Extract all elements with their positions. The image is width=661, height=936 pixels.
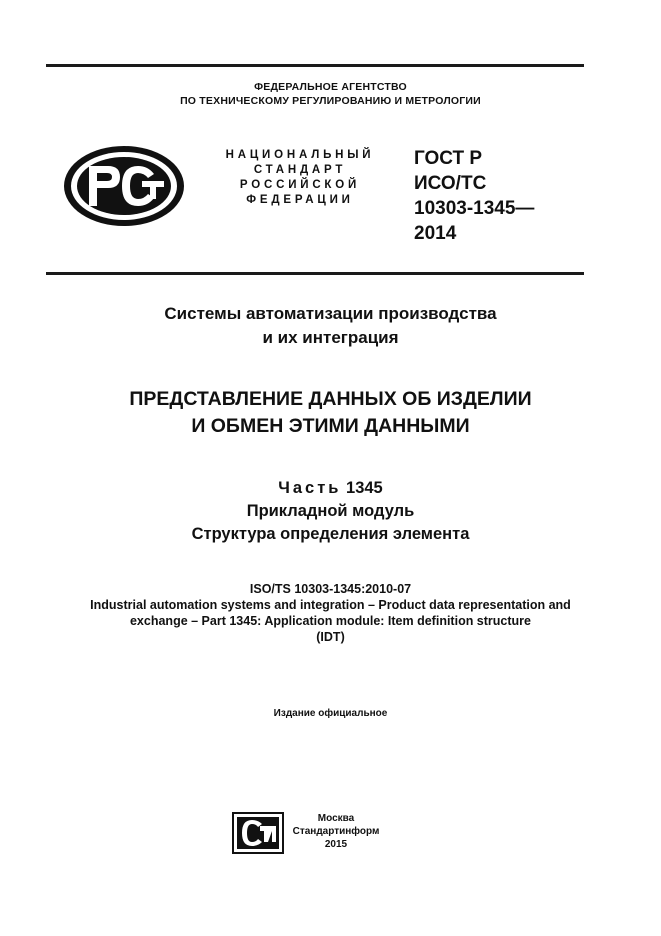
designation-line-1: ГОСТ Р (414, 148, 483, 169)
iso-reference (0, 581, 661, 645)
publisher-name: Стандартинформ (292, 826, 380, 837)
agency-line-1: ФЕДЕРАЛЬНОЕ АГЕНТСТВО (254, 81, 407, 93)
top-rule (46, 64, 584, 67)
publisher-city: Москва (317, 813, 355, 824)
main-title-line-1: ПРЕДСТАВЛЕНИЕ ДАННЫХ ОБ ИЗДЕЛИИ (129, 388, 532, 410)
iso-reference-line-4: (IDT) (316, 630, 345, 644)
rst-circle-logo (62, 144, 186, 228)
edition-label: Издание официальное (273, 708, 388, 719)
designation-line-2: ИСО/ТС (414, 173, 487, 194)
national-standard-label (200, 148, 400, 208)
iso-reference-line-1: ISO/TS 10303-1345:2010-07 (249, 582, 412, 596)
part-title (0, 477, 661, 546)
national-standard-line-4: ФЕДЕРАЦИИ (246, 194, 354, 206)
agency-line-2: ПО ТЕХНИЧЕСКОМУ РЕГУЛИРОВАНИЮ И МЕТРОЛОГИИ (180, 95, 481, 107)
national-standard-line-2: СТАНДАРТ (253, 164, 347, 176)
iso-reference-line-2: Industrial automation systems and integration – Product data representation and (90, 598, 571, 612)
main-title (0, 386, 661, 440)
middle-rule (46, 272, 584, 275)
publisher-year: 2015 (324, 839, 348, 850)
iso-reference-line-3: exchange – Part 1345: Application module: Item definition structure (129, 614, 531, 628)
agency-name (0, 80, 661, 108)
series-title-line-2: и их интеграция (262, 328, 399, 347)
designation-line-3: 10303-1345— (414, 198, 535, 219)
main-title-line-2: И ОБМЕН ЭТИМИ ДАННЫМИ (191, 415, 470, 437)
standard-designation (414, 146, 594, 246)
series-title (0, 302, 661, 350)
designation-line-4: 2014 (414, 223, 457, 244)
part-number-line (0, 477, 661, 500)
part-line-2: Прикладной модуль (246, 502, 415, 520)
part-word: Часть (278, 479, 342, 497)
national-standard-line-3: РОССИЙСКОЙ (239, 179, 361, 191)
part-number: 1345 (346, 479, 383, 497)
publisher-info (286, 812, 386, 851)
part-line-3: Структура определения элемента (191, 525, 470, 543)
series-title-line-1: Системы автоматизации производства (164, 304, 497, 323)
standartinform-logo (232, 812, 284, 854)
national-standard-line-1: НАЦИОНАЛЬНЫЙ (225, 149, 375, 161)
